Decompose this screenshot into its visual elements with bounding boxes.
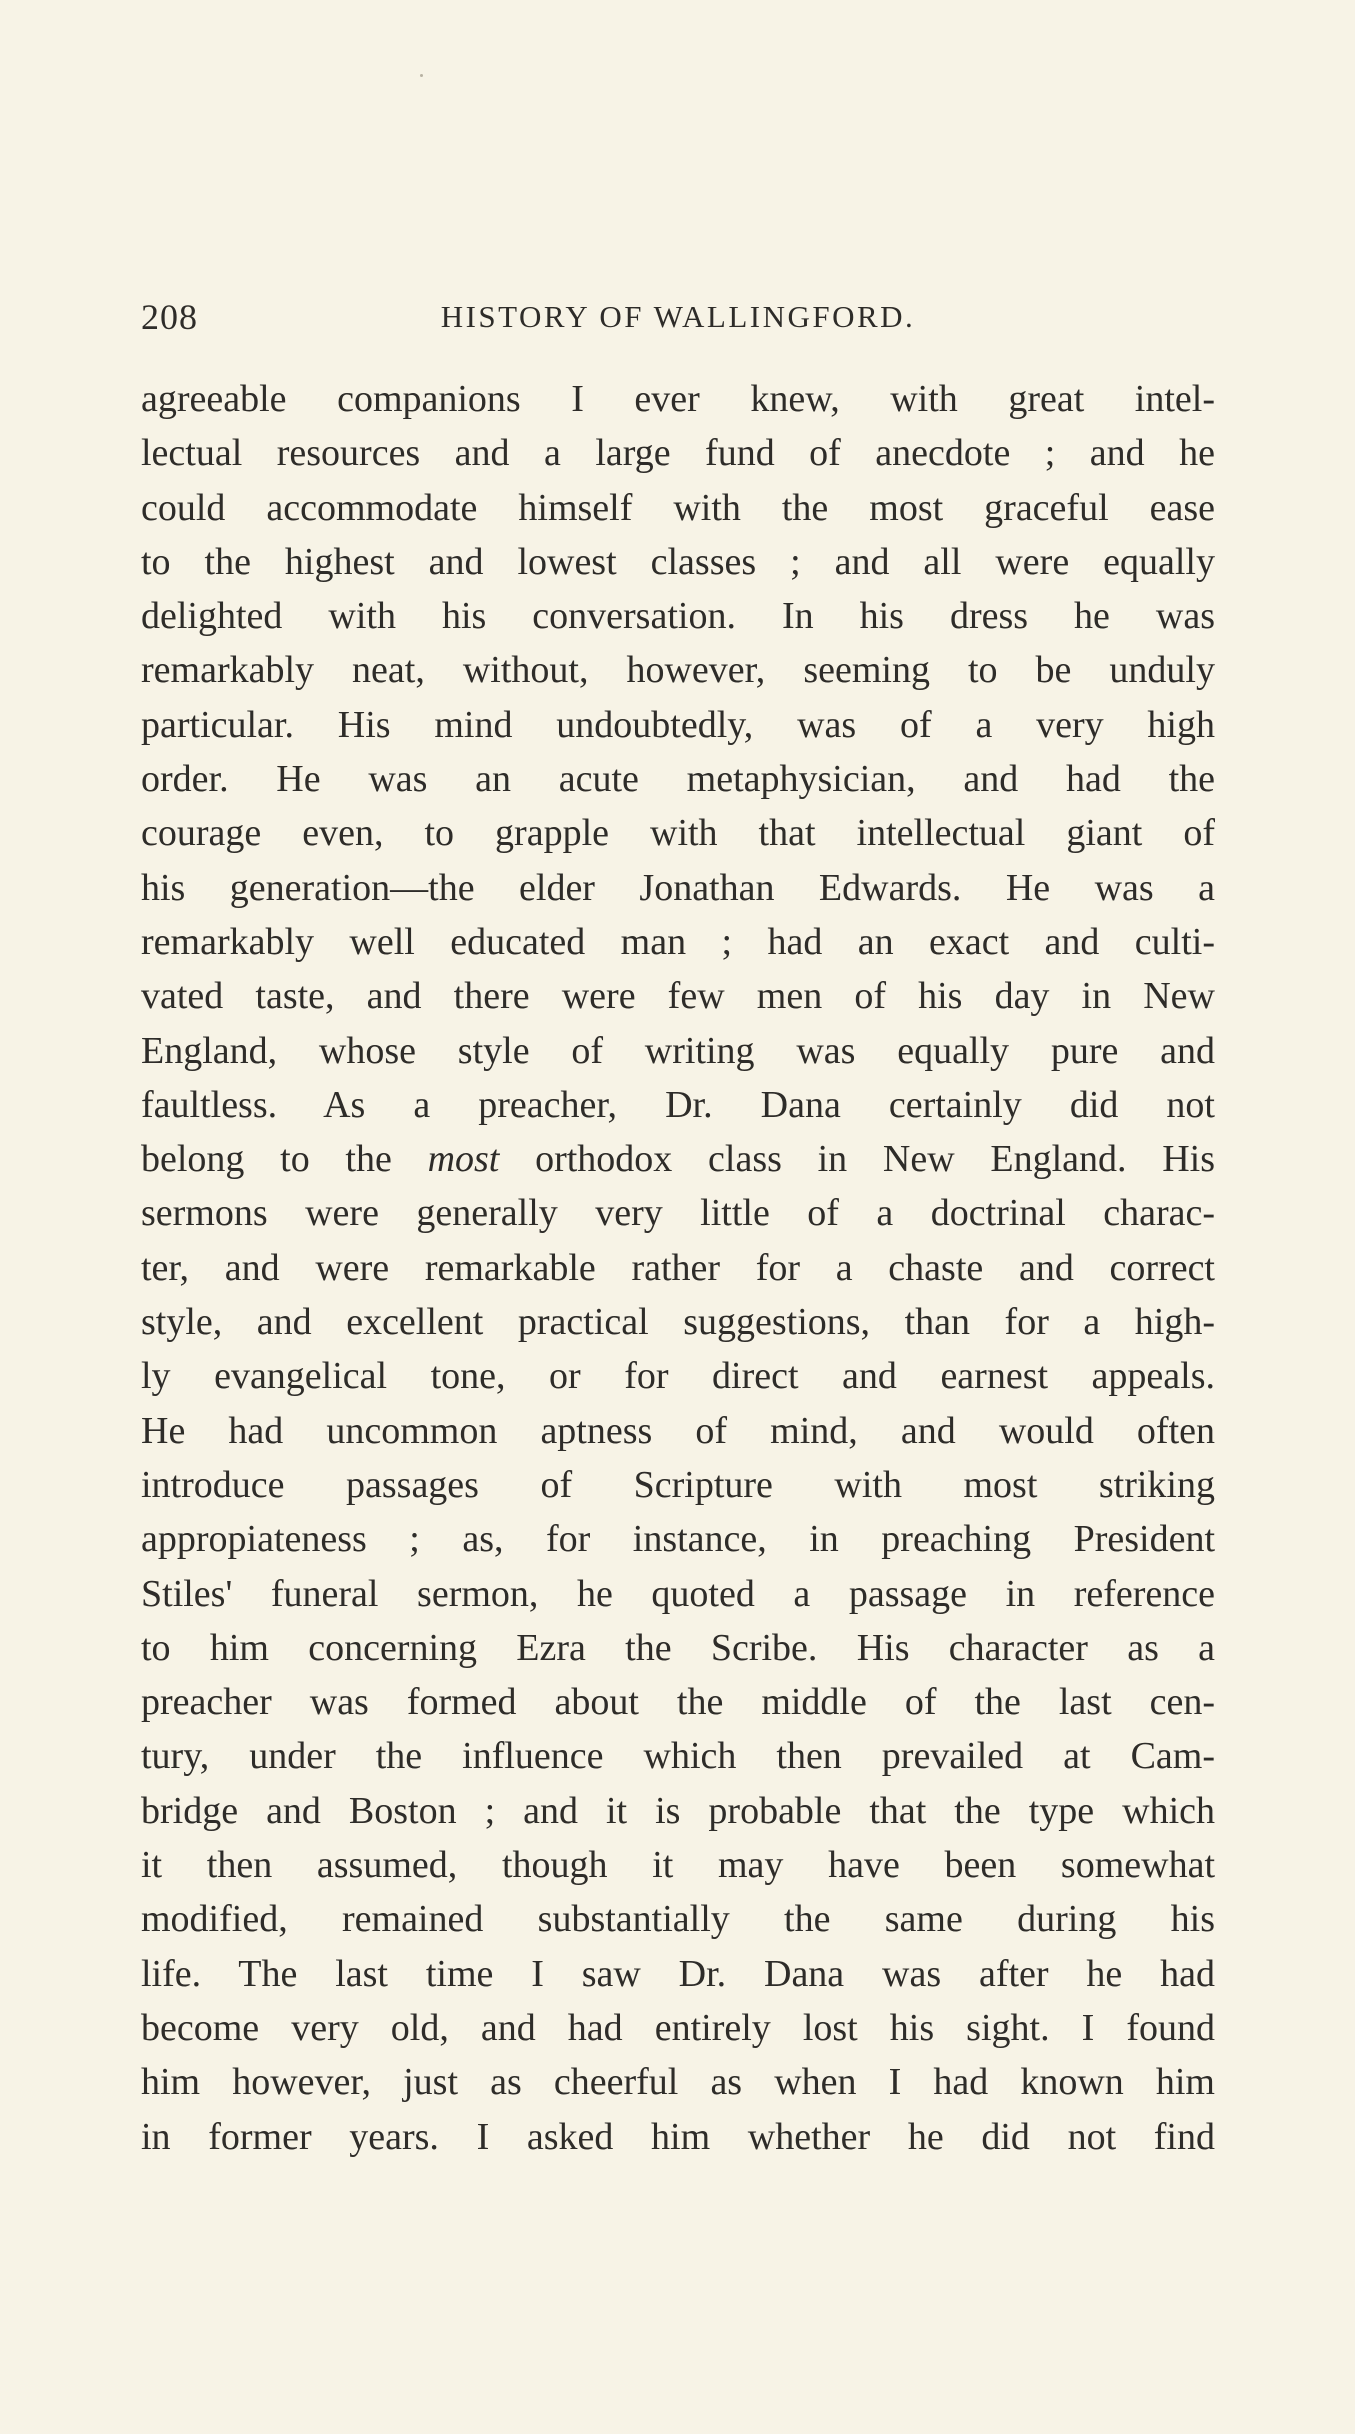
text-line: modified, remained substantially the same during his xyxy=(141,1898,1215,1941)
text-line: vated taste, and there were few men of his day in New xyxy=(141,975,1215,1018)
text-segment: orthodox class in New England. His xyxy=(499,1138,1215,1181)
text-line: to him concerning Ezra the Scribe. His character as a xyxy=(141,1626,1215,1669)
text-line: become very old, and had entirely lost his sight. I found xyxy=(141,2006,1215,2049)
text-line: in former years. I asked him whether he did not find xyxy=(141,2115,1215,2158)
text-line: remarkably neat, without, however, seeming to be unduly xyxy=(141,649,1215,692)
italic-emphasis: most xyxy=(427,1138,500,1181)
text-line: to the highest and lowest classes ; and all were equally xyxy=(141,540,1215,583)
text-line: life. The last time I saw Dr. Dana was after he had xyxy=(141,1952,1215,1995)
text-segment: belong to the xyxy=(141,1138,428,1181)
text-line: him however, just as cheerful as when I had known him xyxy=(141,2061,1215,2104)
text-line: particular. His mind undoubtedly, was of a very high xyxy=(141,703,1215,746)
text-line: preacher was formed about the middle of the last cen- xyxy=(141,1681,1215,1724)
text-line: remarkably well educated man ; had an exact and culti- xyxy=(141,920,1215,963)
text-line-with-italic xyxy=(141,1132,1215,1186)
text-line: courage even, to grapple with that intellectual giant of xyxy=(141,812,1215,855)
text-line: tury, under the influence which then prevailed at Cam- xyxy=(141,1735,1215,1778)
text-line: could accommodate himself with the most graceful ease xyxy=(141,486,1215,529)
text-line: ter, and were remarkable rather for a chaste and correct xyxy=(141,1246,1215,1289)
text-line: it then assumed, though it may have been somewhat xyxy=(141,1844,1215,1887)
text-line: sermons were generally very little of a doctrinal charac- xyxy=(141,1192,1215,1235)
ink-speck xyxy=(420,74,423,77)
running-head xyxy=(141,292,1215,342)
text-line: introduce passages of Scripture with most striking xyxy=(141,1463,1215,1506)
text-line: He had uncommon aptness of mind, and would often xyxy=(141,1409,1215,1452)
text-line: style, and excellent practical suggestions, than for a high- xyxy=(141,1301,1215,1344)
body-text xyxy=(141,372,1215,2164)
page-number: 208 xyxy=(141,297,198,337)
text-line: lectual resources and a large fund of anecdote ; and he xyxy=(141,432,1215,475)
text-line: appropiateness ; as, for instance, in preaching President xyxy=(141,1518,1215,1561)
text-line: his generation—the elder Jonathan Edwards. He was a xyxy=(141,866,1215,909)
text-line: Stiles' funeral sermon, he quoted a passage in reference xyxy=(141,1572,1215,1615)
text-line: bridge and Boston ; and it is probable that the type which xyxy=(141,1789,1215,1832)
running-title: HISTORY OF WALLINGFORD. xyxy=(440,299,916,334)
text-line: agreeable companions I ever knew, with great intel- xyxy=(141,378,1215,420)
text-line: delighted with his conversation. In his dress he was xyxy=(141,595,1215,638)
text-line: ly evangelical tone, or for direct and earnest appeals. xyxy=(141,1355,1215,1398)
text-line: faultless. As a preacher, Dr. Dana certainly did not xyxy=(141,1083,1215,1126)
text-line: order. He was an acute metaphysician, and had the xyxy=(141,758,1215,801)
text-line: England, whose style of writing was equally pure and xyxy=(141,1029,1215,1072)
